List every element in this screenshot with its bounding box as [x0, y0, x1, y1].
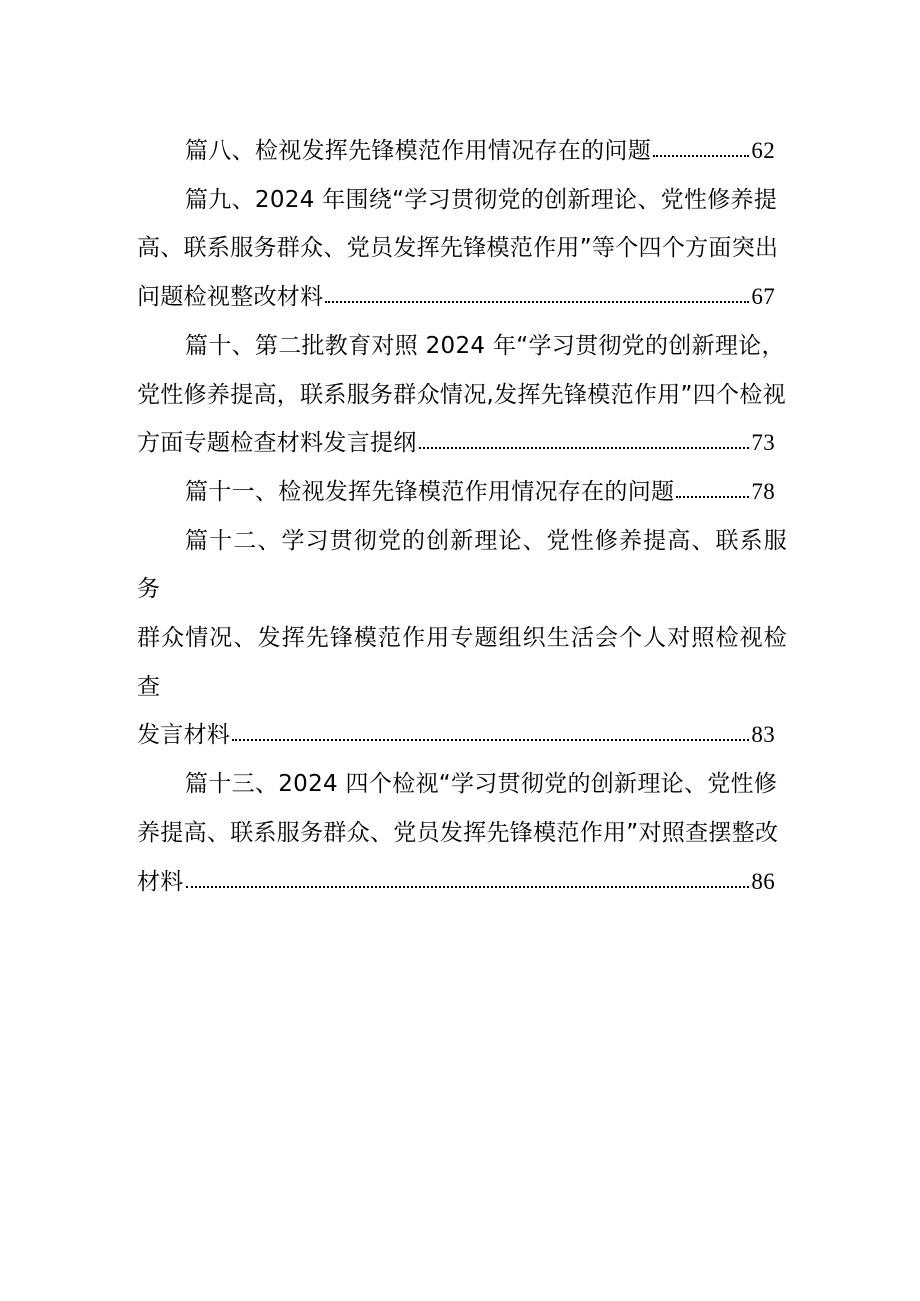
- toc-entry-title: 篇八、检视发挥先锋模范作用情况存在的问题: [185, 138, 651, 164]
- dot-leader: [325, 281, 749, 304]
- toc-entry-last-line: [137, 468, 775, 517]
- toc-page-number: 67: [751, 284, 775, 310]
- dot-leader: [653, 135, 749, 158]
- toc-entry-last-line: [137, 419, 775, 468]
- toc-page-number: 62: [751, 138, 775, 163]
- toc-entry-last-line: [137, 711, 775, 760]
- toc-entry-line: 群众情况、发挥先锋模范作用专题组织生活会个人对照检视检查: [137, 625, 787, 700]
- toc-page-number: 78: [751, 478, 775, 504]
- dot-leader: [419, 427, 750, 450]
- toc-entry-title: 发言材料: [137, 722, 231, 749]
- dot-leader: [186, 866, 750, 889]
- toc-entry-11[interactable]: [137, 468, 787, 517]
- toc-entry-line: 养提高、联系服务群众、党员发挥先锋模范作用”对照查摆整改: [137, 819, 779, 846]
- toc-entry-last-line: [137, 127, 775, 176]
- toc-entry-last-line: [137, 858, 775, 907]
- toc-entry-12[interactable]: [137, 517, 787, 761]
- toc-entry-last-line: [137, 273, 775, 322]
- toc-entry-title: 材料: [137, 868, 184, 895]
- dot-leader: [232, 719, 749, 742]
- toc-entry-9[interactable]: [137, 176, 787, 322]
- toc-entry-line: 高、联系服务群众、党员发挥先锋模范作用”等个四个方面突出: [137, 235, 779, 262]
- table-of-contents: [137, 127, 787, 906]
- toc-entry-line: 党性修养提高，联系服务群众情况,发挥先锋模范作用”四个检视: [137, 381, 786, 408]
- toc-page-number: 86: [751, 868, 775, 894]
- toc-entry-line: 篇十三、2024 四个检视“学习贯彻党的创新理论、党性修: [185, 771, 778, 798]
- dot-leader: [676, 476, 749, 499]
- toc-entry-line: 篇十、第二批教育对照 2024 年“学习贯彻党的创新理论，: [185, 332, 785, 359]
- toc-page-number: 73: [751, 430, 775, 456]
- toc-entry-title: 篇十一、检视发挥先锋模范作用情况存在的问题: [185, 478, 675, 505]
- toc-entry-8[interactable]: [137, 127, 787, 176]
- toc-entry-title: 方面专题检查材料发言提纲: [137, 430, 417, 457]
- toc-entry-title: 问题检视整改材料: [137, 284, 324, 311]
- toc-entry-line: 篇九、2024 年围绕“学习贯彻党的创新理论、党性修养提: [185, 186, 778, 213]
- toc-entry-13[interactable]: [137, 760, 787, 906]
- toc-entry-line: 篇十二、学习贯彻党的创新理论、党性修养提高、联系服务: [137, 527, 787, 603]
- toc-page-number: 83: [751, 722, 775, 748]
- toc-entry-10[interactable]: [137, 322, 787, 468]
